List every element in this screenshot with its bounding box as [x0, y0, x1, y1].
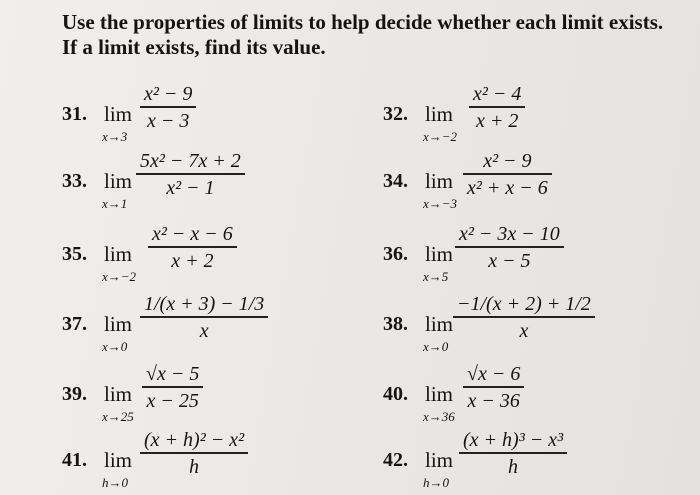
fraction	[463, 149, 552, 201]
numerator: (x + h)² − x²	[144, 429, 245, 451]
limit-subscript: x→0	[102, 339, 128, 354]
numerator: 5x² − 7x + 2	[140, 150, 241, 172]
fraction	[142, 362, 203, 414]
problem-number: 39.	[62, 383, 87, 405]
limit-subscript: x→3	[102, 129, 128, 144]
limit-subscript: x→1	[102, 196, 128, 211]
numerator: 1/(x + 3) − 1/3	[144, 293, 265, 315]
lim-label: lim	[104, 169, 133, 193]
problem-number: 40.	[383, 383, 408, 405]
lim-label: lim	[425, 169, 454, 193]
limit-subscript: x→25	[102, 409, 134, 424]
denominator: x + 2	[171, 249, 214, 272]
denominator: x² − 1	[166, 176, 215, 199]
limit-subscript: x→0	[423, 339, 449, 354]
fraction	[453, 292, 595, 344]
numerator: x² − 9	[144, 83, 193, 105]
limit-subscript: x→−2	[423, 129, 458, 144]
numerator: √x − 6	[467, 363, 521, 385]
numerator: x² − 4	[473, 83, 522, 105]
fraction	[455, 222, 564, 274]
fraction	[148, 222, 237, 274]
denominator: h	[189, 455, 200, 478]
lim-label: lim	[425, 312, 454, 336]
numerator: x² − 3x − 10	[459, 223, 560, 245]
fraction	[469, 82, 525, 134]
problem-number: 34.	[383, 170, 408, 192]
denominator: x − 3	[147, 109, 190, 132]
limit-subscript: h→0	[102, 475, 128, 490]
lim-label: lim	[104, 242, 133, 266]
fraction	[136, 149, 245, 201]
numerator: −1/(x + 2) + 1/2	[457, 293, 591, 315]
problem-number: 32.	[383, 103, 408, 125]
numerator: x² − 9	[483, 150, 532, 172]
lim-label: lim	[104, 102, 133, 126]
denominator: h	[508, 455, 519, 478]
instructions-text: Use the properties of limits to help decide whether each limit exists. If a limit exists, find its value.	[62, 10, 664, 59]
lim-label: lim	[425, 242, 454, 266]
fraction	[463, 362, 524, 414]
denominator: x + 2	[476, 109, 519, 132]
problem-number: 38.	[383, 313, 408, 335]
fraction	[140, 292, 268, 344]
denominator: x − 5	[488, 249, 531, 272]
lim-label: lim	[425, 448, 454, 472]
lim-label: lim	[425, 102, 454, 126]
limit-subscript: x→−2	[102, 269, 137, 284]
numerator: (x + h)³ − x³	[463, 429, 564, 451]
denominator: x² + x − 6	[467, 176, 548, 199]
lim-label: lim	[104, 382, 133, 406]
limit-subscript: x→36	[423, 409, 455, 424]
lim-label: lim	[104, 448, 133, 472]
limit-subscript: h→0	[423, 475, 449, 490]
problem-number: 42.	[383, 449, 408, 471]
problem-number: 36.	[383, 243, 408, 265]
fraction	[140, 428, 248, 480]
lim-label: lim	[104, 312, 133, 336]
denominator: x − 36	[467, 389, 520, 412]
lim-label: lim	[425, 382, 454, 406]
numerator: x² − x − 6	[152, 223, 233, 245]
limit-subscript: x→5	[423, 269, 449, 284]
denominator: x − 25	[146, 389, 199, 412]
denominator: x	[199, 319, 209, 342]
numerator: √x − 5	[146, 363, 200, 385]
problem-number: 33.	[62, 170, 87, 192]
problem-number: 37.	[62, 313, 87, 335]
limit-subscript: x→−3	[423, 196, 458, 211]
fraction	[140, 82, 196, 134]
fraction	[459, 428, 567, 480]
problem-number: 41.	[62, 449, 87, 471]
problem-number: 31.	[62, 103, 87, 125]
problem-number: 35.	[62, 243, 87, 265]
denominator: x	[519, 319, 529, 342]
